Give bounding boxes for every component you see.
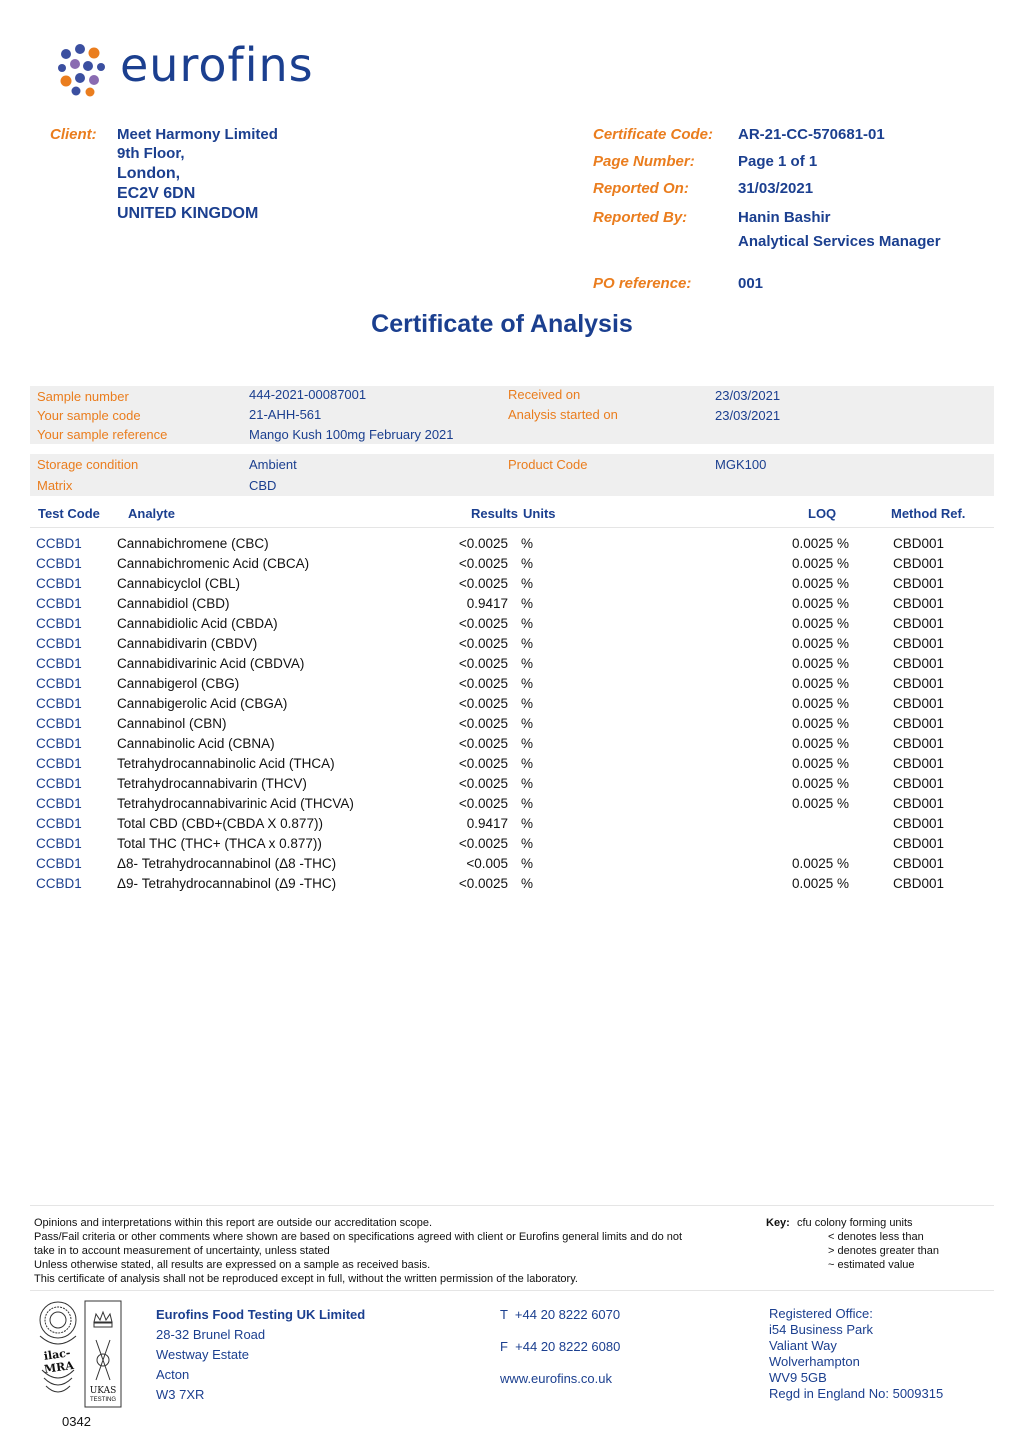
unit: % xyxy=(521,716,534,731)
loq: 0.0025 % xyxy=(792,536,850,551)
result: <0.0025 xyxy=(458,796,508,811)
table-row xyxy=(0,716,1024,736)
result: <0.0025 xyxy=(458,536,508,551)
loq: 0.0025 % xyxy=(792,656,850,671)
key-label: Key: xyxy=(766,1217,790,1229)
result: <0.0025 xyxy=(458,696,508,711)
result: <0.005 xyxy=(466,856,508,871)
method-ref: CBD001 xyxy=(893,616,945,631)
reported-on-label: Reported On: xyxy=(593,180,689,197)
analyte: Cannabidivarinic Acid (CBDVA) xyxy=(117,656,305,671)
analyte: Cannabidiolic Acid (CBDA) xyxy=(117,616,278,631)
analyte: Cannabichromene (CBC) xyxy=(117,536,269,551)
method-ref: CBD001 xyxy=(893,796,945,811)
result: <0.0025 xyxy=(458,676,508,691)
loq: 0.0025 % xyxy=(792,556,850,571)
loq: 0.0025 % xyxy=(792,796,850,811)
reported-by-name: Hanin Bashir xyxy=(738,209,831,226)
header-loq: LOQ xyxy=(808,506,837,521)
footer-address-line: Acton xyxy=(156,1367,190,1382)
unit: % xyxy=(521,836,534,851)
note-line: Unless otherwise stated, all results are expressed on a sample as received basis. xyxy=(34,1259,431,1271)
test-code: CCBD1 xyxy=(36,856,82,871)
test-code: CCBD1 xyxy=(36,816,82,831)
client-address-line: London, xyxy=(117,165,181,182)
result: <0.0025 xyxy=(458,576,508,591)
table-row xyxy=(0,816,1024,836)
result: 0.9417 xyxy=(466,596,508,611)
footer-address-line: W3 7XR xyxy=(156,1387,205,1402)
table-row xyxy=(0,796,1024,816)
table-row xyxy=(0,676,1024,696)
reported-by-title: Analytical Services Manager xyxy=(738,233,941,250)
your-sample-reference: Mango Kush 100mg February 2021 xyxy=(249,427,454,442)
client-name: Meet Harmony Limited xyxy=(117,126,278,143)
client-address-line: UNITED KINGDOM xyxy=(117,205,259,222)
table-row xyxy=(0,596,1024,616)
accreditation-logos xyxy=(36,1300,126,1430)
test-code: CCBD1 xyxy=(36,556,82,571)
note-line: Opinions and interpretations within this report are outside our accreditation scope. xyxy=(34,1217,433,1229)
method-ref: CBD001 xyxy=(893,536,945,551)
loq: 0.0025 % xyxy=(792,696,850,711)
analyte: Cannabichromenic Acid (CBCA) xyxy=(117,556,310,571)
method-ref: CBD001 xyxy=(893,856,945,871)
table-row xyxy=(0,856,1024,876)
table-row xyxy=(0,536,1024,556)
ukas-text: UKAS xyxy=(89,1386,117,1396)
registered-office-block xyxy=(769,1306,943,1402)
analysis-started-label: Analysis started on xyxy=(508,407,618,422)
result: <0.0025 xyxy=(458,876,508,891)
unit: % xyxy=(521,576,534,591)
test-code: CCBD1 xyxy=(36,676,82,691)
method-ref: CBD001 xyxy=(893,656,945,671)
analyte: Δ9- Tetrahydrocannabinol (Δ9 -THC) xyxy=(117,876,337,891)
table-row xyxy=(0,836,1024,856)
loq: 0.0025 % xyxy=(792,676,850,691)
table-row xyxy=(0,696,1024,716)
method-ref: CBD001 xyxy=(893,876,945,891)
test-code: CCBD1 xyxy=(36,596,82,611)
table-row xyxy=(0,776,1024,796)
result: <0.0025 xyxy=(458,656,508,671)
unit: % xyxy=(521,536,534,551)
unit: % xyxy=(521,616,534,631)
analyte: Total CBD (CBD+(CBDA X 0.877)) xyxy=(117,816,323,831)
product-code-label: Product Code xyxy=(508,457,588,472)
table-row xyxy=(0,556,1024,576)
unit: % xyxy=(521,736,534,751)
received-on-label: Received on xyxy=(508,387,581,402)
loq: 0.0025 % xyxy=(792,716,850,731)
method-ref: CBD001 xyxy=(893,676,945,691)
page-number: Page 1 of 1 xyxy=(738,153,818,170)
certificate-code-label: Certificate Code: xyxy=(593,126,714,143)
result: <0.0025 xyxy=(458,736,508,751)
analyte: Cannabidiol (CBD) xyxy=(117,596,230,611)
reported-by-label: Reported By: xyxy=(593,209,688,226)
reported-on: 31/03/2021 xyxy=(738,180,814,197)
unit: % xyxy=(521,656,534,671)
analyte: Tetrahydrocannabivarin (THCV) xyxy=(117,776,307,791)
result: <0.0025 xyxy=(458,756,508,771)
unit: % xyxy=(521,796,534,811)
analyte: Cannabinol (CBN) xyxy=(117,716,227,731)
analyte: Tetrahydrocannabivarinic Acid (THCVA) xyxy=(117,796,354,811)
registered-line: Registered Office: xyxy=(769,1306,873,1321)
unit: % xyxy=(521,816,534,831)
header-analyte: Analyte xyxy=(128,506,175,521)
loq: 0.0025 % xyxy=(792,616,850,631)
note-line: This certificate of analysis shall not be reproduced except in full, without the written permission of the laboratory. xyxy=(34,1273,578,1285)
certificate-code: AR-21-CC-570681-01 xyxy=(738,126,885,143)
po-reference-label: PO reference: xyxy=(593,275,692,292)
unit: % xyxy=(521,676,534,691)
unit: % xyxy=(521,556,534,571)
test-code: CCBD1 xyxy=(36,636,82,651)
test-code: CCBD1 xyxy=(36,836,82,851)
storage-condition-label: Storage condition xyxy=(37,457,139,472)
method-ref: CBD001 xyxy=(893,776,945,791)
registered-line: i54 Business Park xyxy=(769,1322,874,1337)
method-ref: CBD001 xyxy=(893,576,945,591)
accreditation-number: 0342 xyxy=(62,1414,91,1429)
loq: 0.0025 % xyxy=(792,776,850,791)
result: <0.0025 xyxy=(458,556,508,571)
product-code: MGK100 xyxy=(715,457,767,472)
loq: 0.0025 % xyxy=(792,576,850,591)
sample-number: 444-2021-00087001 xyxy=(249,387,367,402)
test-code: CCBD1 xyxy=(36,656,82,671)
test-code: CCBD1 xyxy=(36,616,82,631)
received-on: 23/03/2021 xyxy=(715,388,781,403)
header-results: Results xyxy=(471,506,518,521)
unit: % xyxy=(521,876,534,891)
unit: % xyxy=(521,756,534,771)
loq: 0.0025 % xyxy=(792,756,850,771)
method-ref: CBD001 xyxy=(893,636,945,651)
footer-website-link[interactable]: www.eurofins.co.uk xyxy=(500,1371,612,1386)
method-ref: CBD001 xyxy=(893,696,945,711)
registered-line: Valiant Way xyxy=(769,1338,837,1353)
loq: 0.0025 % xyxy=(792,876,850,891)
analyte: Δ8- Tetrahydrocannabinol (Δ8 -THC) xyxy=(117,856,337,871)
method-ref: CBD001 xyxy=(893,596,945,611)
client-address-line: EC2V 6DN xyxy=(117,185,196,202)
method-ref: CBD001 xyxy=(893,556,945,571)
matrix-label: Matrix xyxy=(37,478,73,493)
registered-line: WV9 5GB xyxy=(769,1370,827,1385)
analyte: Cannabigerol (CBG) xyxy=(117,676,240,691)
header-units: Units xyxy=(523,506,556,521)
storage-condition: Ambient xyxy=(249,457,297,472)
unit: % xyxy=(521,636,534,651)
ilac-mra-text: ilac-MRA xyxy=(42,1346,75,1376)
unit: % xyxy=(521,696,534,711)
key-line: cfu colony forming units xyxy=(797,1217,913,1229)
table-row xyxy=(0,876,1024,896)
page-number-label: Page Number: xyxy=(593,153,695,170)
footer-fax: F +44 20 8222 6080 xyxy=(500,1339,621,1354)
matrix: CBD xyxy=(249,478,277,493)
test-code: CCBD1 xyxy=(36,796,82,811)
test-code: CCBD1 xyxy=(36,576,82,591)
your-sample-code: 21-AHH-561 xyxy=(249,407,322,422)
test-code: CCBD1 xyxy=(36,536,82,551)
table-row xyxy=(0,576,1024,596)
analysis-started: 23/03/2021 xyxy=(715,408,781,423)
footer-company-block xyxy=(156,1305,365,1405)
footer-divider xyxy=(30,1290,994,1291)
client-address-line: 9th Floor, xyxy=(117,145,185,162)
result: <0.0025 xyxy=(458,716,508,731)
key-line: ~ estimated value xyxy=(828,1259,915,1271)
table-row xyxy=(0,756,1024,776)
analyte: Cannabinolic Acid (CBNA) xyxy=(117,736,275,751)
notes-divider xyxy=(30,1205,994,1206)
loq: 0.0025 % xyxy=(792,736,850,751)
page-title: Certificate of Analysis xyxy=(371,310,633,338)
brand-name: eurofins xyxy=(120,38,314,92)
footer-phone: T +44 20 8222 6070 xyxy=(500,1307,621,1322)
table-header-divider xyxy=(30,527,994,528)
unit: % xyxy=(521,776,534,791)
registered-line: Regd in England No: 5009315 xyxy=(769,1386,944,1401)
client-label: Client: xyxy=(50,126,97,143)
footer-company: Eurofins Food Testing UK Limited xyxy=(156,1307,366,1322)
unit: % xyxy=(521,596,534,611)
method-ref: CBD001 xyxy=(893,816,945,831)
method-ref: CBD001 xyxy=(893,736,945,751)
loq: 0.0025 % xyxy=(792,856,850,871)
ukas-sub-text: TESTING xyxy=(89,1397,116,1403)
result: <0.0025 xyxy=(458,836,508,851)
registered-line: Wolverhampton xyxy=(769,1354,860,1369)
test-code: CCBD1 xyxy=(36,776,82,791)
analyte: Total THC (THC+ (THCA x 0.877)) xyxy=(117,836,322,851)
note-line: take in to account measurement of uncertainty, unless stated xyxy=(34,1245,330,1257)
po-reference: 001 xyxy=(738,275,764,292)
loq: 0.0025 % xyxy=(792,596,850,611)
method-ref: CBD001 xyxy=(893,716,945,731)
result: <0.0025 xyxy=(458,776,508,791)
key-line: < denotes less than xyxy=(828,1231,924,1243)
test-code: CCBD1 xyxy=(36,716,82,731)
note-line: Pass/Fail criteria or other comments where shown are based on specifications agreed with client or Eurofins general limits and do not xyxy=(34,1231,683,1243)
header-test-code: Test Code xyxy=(38,506,100,521)
your-sample-code-label: Your sample code xyxy=(37,408,141,423)
your-sample-reference-label: Your sample reference xyxy=(37,427,168,442)
test-code: CCBD1 xyxy=(36,876,82,891)
test-code: CCBD1 xyxy=(36,696,82,711)
eurofins-logo-icon xyxy=(52,40,112,100)
notes xyxy=(34,1216,754,1286)
header-method-ref: Method Ref. xyxy=(891,506,966,521)
table-row xyxy=(0,636,1024,656)
method-ref: CBD001 xyxy=(893,836,945,851)
analyte: Cannabigerolic Acid (CBGA) xyxy=(117,696,288,711)
table-row xyxy=(0,736,1024,756)
analyte: Cannabicyclol (CBL) xyxy=(117,576,241,591)
test-code: CCBD1 xyxy=(36,756,82,771)
result: <0.0025 xyxy=(458,616,508,631)
key-line: > denotes greater than xyxy=(828,1245,939,1257)
table-row xyxy=(0,656,1024,676)
loq: 0.0025 % xyxy=(792,636,850,651)
result: <0.0025 xyxy=(458,636,508,651)
method-ref: CBD001 xyxy=(893,756,945,771)
sample-number-label: Sample number xyxy=(37,389,129,404)
analyte: Tetrahydrocannabinolic Acid (THCA) xyxy=(117,756,335,771)
footer-address-line: Westway Estate xyxy=(156,1347,249,1362)
footer-address-line: 28-32 Brunel Road xyxy=(156,1327,266,1342)
test-code: CCBD1 xyxy=(36,736,82,751)
result: 0.9417 xyxy=(466,816,508,831)
unit: % xyxy=(521,856,534,871)
analyte: Cannabidivarin (CBDV) xyxy=(117,636,258,651)
table-row xyxy=(0,616,1024,636)
eurofins-logo xyxy=(52,40,332,100)
